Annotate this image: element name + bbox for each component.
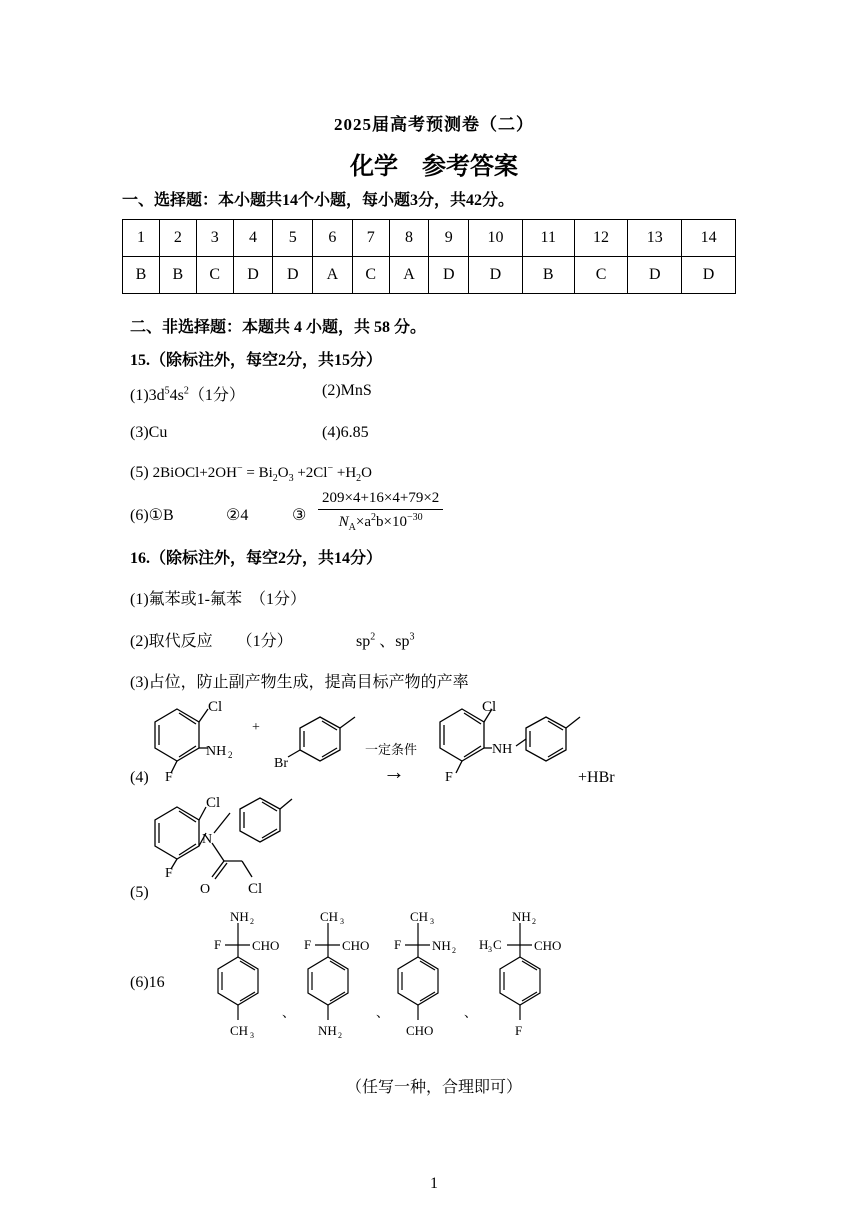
atom-label: F: [214, 937, 222, 952]
q16-answer-5-label: (5): [130, 884, 149, 901]
separator: 、: [282, 1005, 296, 1020]
reaction-condition: 一定条件: [365, 742, 418, 757]
fraction-denominator: [318, 510, 443, 533]
answer-key-title: 化学 参考答案: [350, 152, 518, 180]
q16-answer-4-label: (4): [130, 769, 149, 786]
atom-label: CH: [320, 909, 339, 924]
q15-a1-mid: 4s: [169, 387, 184, 404]
eq-sup: −: [327, 463, 334, 474]
den-part: N: [338, 514, 349, 530]
atom-label: Cl: [208, 699, 223, 715]
answer-cell: A: [313, 257, 353, 294]
q16-answer-3: (3)占位，防止副产物生成，提高目标产物的产率: [130, 674, 469, 691]
product-structure: [440, 709, 580, 773]
answer-cell: B: [159, 257, 196, 294]
sp-sup: 3: [409, 631, 415, 643]
q15-answer-4: (4)6.85: [322, 424, 369, 441]
eq-sub: 2: [356, 473, 362, 484]
answer-cell: D: [273, 257, 313, 294]
q15-answer-3: (3)Cu: [130, 424, 168, 441]
atom-label: NH: [432, 938, 451, 953]
answer-cell: D: [469, 257, 523, 294]
separator: 、: [464, 1005, 478, 1020]
eq-part: 2BiOCl+2OH: [152, 465, 237, 481]
q15-a5-equation: [152, 463, 373, 484]
atom-label: 2: [228, 750, 233, 760]
atom-label: F: [165, 866, 173, 881]
q16-answer-2-hybrid: [356, 628, 414, 651]
atom-label: 2: [338, 1031, 342, 1040]
question-number-cell: 3: [196, 220, 233, 257]
atom-label: NH: [512, 909, 531, 924]
reaction-arrow: →: [383, 759, 405, 784]
answer-cell: D: [429, 257, 469, 294]
answer-cell: D: [682, 257, 736, 294]
question-number-cell: 11: [522, 220, 574, 257]
q16-answer-6-label: (6)16: [130, 974, 165, 991]
question-number-cell: 4: [233, 220, 273, 257]
answer-cell: B: [123, 257, 160, 294]
eq-part: O: [277, 465, 289, 481]
atom-label: NH: [206, 744, 227, 759]
atom-label: C: [493, 937, 502, 952]
separator: 、: [376, 1005, 390, 1020]
question-number-cell: 7: [352, 220, 389, 257]
q15-a1-sup2: 2: [183, 385, 189, 397]
atom-label: 3: [250, 1031, 254, 1040]
q15-answer-2: (2)MnS: [322, 382, 372, 399]
question-number-cell: 13: [628, 220, 682, 257]
eq-part: O: [361, 465, 373, 481]
table-row-answers: [123, 257, 736, 294]
q16-answer-1: (1)氟苯或1-氟苯 （1分）: [130, 591, 306, 608]
q15-a1-note: （1分）: [188, 387, 245, 404]
atom-label: NH: [318, 1023, 337, 1038]
atom-label: CHO: [252, 938, 280, 953]
answer-cell: C: [574, 257, 628, 294]
q16-heading: 16.（除标注外，每空2分，共14分）: [130, 550, 383, 567]
atom-label: 3: [340, 917, 344, 926]
reaction-scheme: [140, 695, 640, 795]
table-row-numbers: [123, 220, 736, 257]
q15-a5-label: (5): [130, 464, 149, 481]
atom-label: CHO: [406, 1023, 434, 1038]
eq-sub: 3: [288, 473, 294, 484]
question-number-cell: 2: [159, 220, 196, 257]
answer-cell: B: [522, 257, 574, 294]
sp-text: sp: [356, 633, 371, 650]
fraction-numerator: 209×4+16×4+79×2: [318, 490, 443, 510]
question-number-cell: 6: [313, 220, 353, 257]
atom-label: O: [200, 882, 211, 897]
question-number-cell: 8: [389, 220, 429, 257]
question-number-cell: 5: [273, 220, 313, 257]
atom-label: Cl: [206, 795, 221, 811]
reactant-1-structure: [155, 709, 208, 773]
atom-label: NH: [230, 909, 249, 924]
q15-a1-sup: 5: [164, 385, 170, 397]
atom-label: 2: [532, 917, 536, 926]
atom-label: F: [165, 770, 173, 785]
den-sup: −30: [407, 512, 423, 523]
plus-sign: +: [252, 720, 260, 735]
question-number-cell: 10: [469, 220, 523, 257]
den-sub: A: [348, 522, 356, 533]
page-number: 1: [430, 1175, 438, 1192]
q15-answer-6-1: (6)①B: [130, 507, 174, 524]
atom-label: Br: [274, 756, 288, 771]
answer-cell: D: [628, 257, 682, 294]
atom-label: 2: [250, 917, 254, 926]
den-part: b×10: [376, 514, 407, 530]
atom-label: H: [479, 937, 489, 952]
atom-label: F: [515, 1023, 523, 1038]
q16-answer-2: (2)取代反应 （1分）: [130, 633, 293, 650]
sp-sep: 、: [375, 633, 396, 650]
answer-cell: D: [233, 257, 273, 294]
density-fraction: [318, 490, 443, 533]
q15-a1-text: (1)3d: [130, 387, 165, 404]
question-number-cell: 1: [123, 220, 160, 257]
eq-sup: −: [236, 463, 243, 474]
eq-part: +2Cl: [293, 465, 328, 481]
atom-label: Cl: [482, 699, 497, 715]
atom-label: CHO: [534, 938, 562, 953]
section1-heading: 一、选择题：本小题共14个小题，每小题3分，共42分。: [122, 192, 515, 209]
q15-answer-6-2: ②4: [226, 507, 249, 524]
answer-cell: C: [196, 257, 233, 294]
q16-answer-4-byproduct: +HBr: [578, 769, 615, 786]
q16-answer-6-note: （任写一种，合理即可）: [345, 1079, 522, 1096]
exam-title: 2025届高考预测卷（二）: [334, 115, 534, 134]
atom-label: NH: [492, 742, 513, 757]
sp-sup: 2: [370, 631, 376, 643]
atom-label: CHO: [342, 938, 370, 953]
q15-heading: 15.（除标注外，每空2分，共15分）: [130, 352, 383, 369]
isomer-structures: [200, 905, 600, 1055]
eq-part: +H: [333, 465, 357, 481]
atom-label: F: [394, 937, 402, 952]
question-number-cell: 9: [429, 220, 469, 257]
atom-label: 3: [430, 917, 434, 926]
sp-text: sp: [395, 633, 410, 650]
atom-label: N: [202, 832, 213, 847]
eq-sub: 2: [272, 473, 278, 484]
atom-label: 3: [488, 945, 492, 954]
atom-label: 2: [452, 946, 456, 955]
atom-label: Cl: [248, 881, 263, 897]
section2-heading: 二、非选择题：本题共 4 小题，共 58 分。: [130, 319, 427, 336]
answer-cell: A: [389, 257, 429, 294]
den-sup: 2: [371, 512, 377, 523]
product-5-structure: [140, 785, 310, 900]
question-number-cell: 14: [682, 220, 736, 257]
reactant-2-structure: [288, 717, 355, 761]
den-part: ×a: [355, 514, 372, 530]
atom-label: CH: [230, 1023, 249, 1038]
q15-answer-5: [130, 463, 372, 484]
atom-label: CH: [410, 909, 429, 924]
answer-table: [122, 219, 736, 294]
atom-label: F: [445, 770, 453, 785]
answer-cell: C: [352, 257, 389, 294]
q15-answer-6-3: ③: [292, 507, 307, 524]
question-number-cell: 12: [574, 220, 628, 257]
atom-label: F: [304, 937, 312, 952]
q15-answer-1: [130, 382, 245, 405]
eq-part: = Bi: [242, 465, 273, 481]
